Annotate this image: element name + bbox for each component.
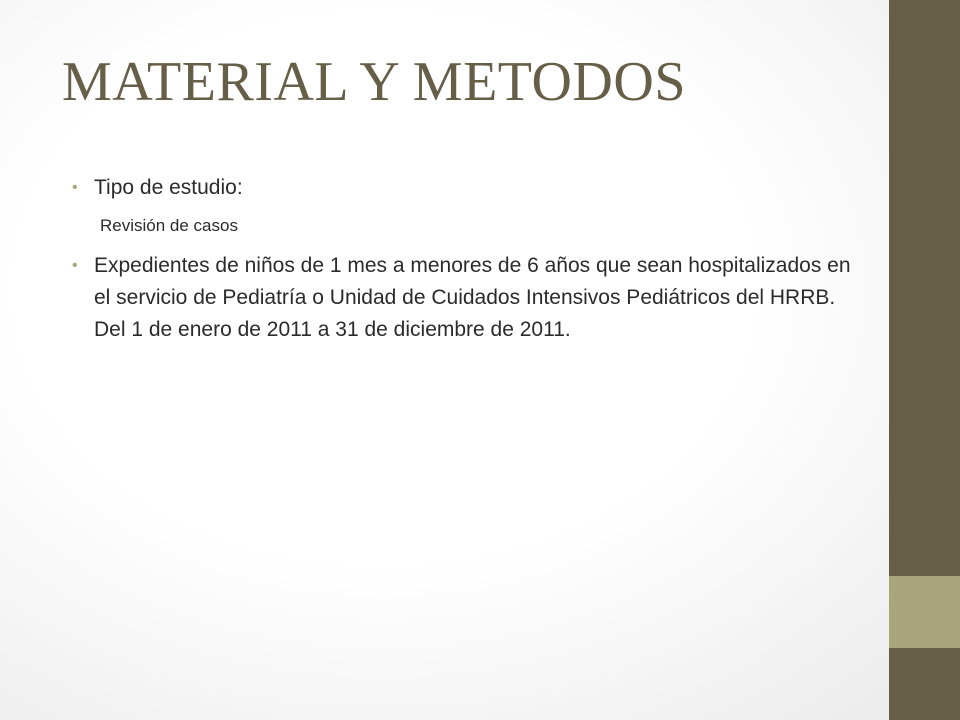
bullet-text: Expedientes de niños de 1 mes a menores de 6 años que sean hospitalizados en el servicio de Pediatría o Unidad de Cuidados Intensivos Pediátricos del HRRB. Del 1 de enero de 2011 a 31 de diciembre de 2011. (94, 254, 851, 341)
bullet-item-study-type (72, 172, 852, 204)
bullet-item-records (72, 250, 852, 346)
side-band-accent (889, 576, 960, 648)
bullet-text: Tipo de estudio: (94, 176, 243, 199)
slide-title: MATERIAL Y METODOS (62, 51, 686, 113)
bullet-dot-icon: • (72, 257, 78, 274)
slide-content (72, 172, 852, 346)
sub-item-text: Revisión de casos (100, 216, 238, 235)
bullet-dot-icon: • (72, 179, 78, 196)
